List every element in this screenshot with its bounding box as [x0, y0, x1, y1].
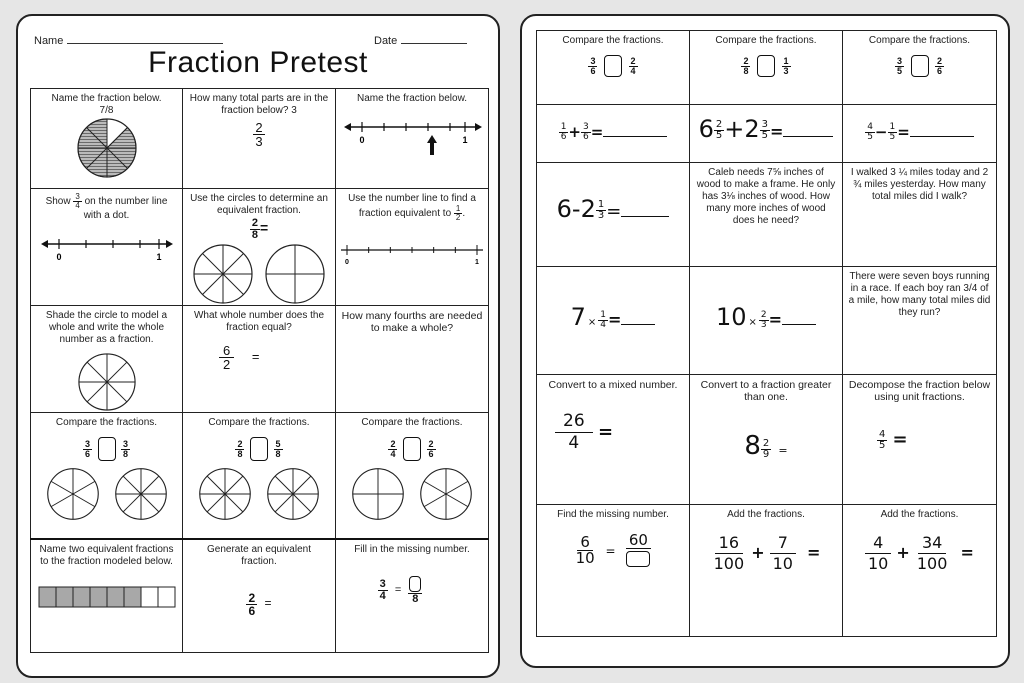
mixed-addition-cell[interactable] [690, 105, 843, 163]
question-cell-15[interactable] [336, 539, 489, 653]
question-prompt: What whole number does the fraction equal? [193, 310, 325, 333]
question-prompt: Compare the fractions. [562, 35, 664, 46]
word-problem-cell[interactable] [690, 163, 843, 267]
question-cell-8[interactable] [183, 306, 336, 413]
pretest-grid [30, 88, 489, 653]
shaded-circle-model [76, 117, 138, 179]
question-prompt: Name the fraction below. [51, 93, 162, 104]
compare-cell-2[interactable] [690, 31, 843, 105]
addition-equation: $\frac{16}{100}$ + $\frac{7}{10}$ = [713, 533, 821, 573]
addition-cell[interactable] [537, 105, 690, 163]
question-cell-9[interactable] [336, 306, 489, 413]
multiplication-cell[interactable] [537, 267, 690, 375]
question-prompt: How many total parts are in the fraction below? 3 [189, 93, 329, 116]
answer-blank[interactable] [783, 136, 833, 137]
missing-numerator-box[interactable] [409, 576, 421, 592]
equation: 10 × $\frac{2}{3}$ = [690, 303, 842, 331]
svg-text:1: 1 [155, 252, 162, 262]
convert-mixed-cell[interactable] [537, 375, 690, 505]
question-prompt: Use the circles to determine an equivalent fraction. [190, 193, 328, 216]
comparison-answer-box[interactable] [250, 437, 268, 461]
fraction-two-thirds: $\frac{2}{3}$ [255, 120, 263, 149]
answer-blank[interactable] [621, 216, 669, 217]
circle-fourths [351, 467, 405, 521]
compare-fractions: $\frac{2}{8}$ $\frac{1}{3}$ [743, 55, 789, 76]
answer-blank[interactable] [782, 324, 816, 325]
question-prompt: Name the fraction below. [356, 93, 468, 104]
addition-equation: $\frac{4}{10}$ + $\frac{34}{100}$ = [843, 535, 996, 572]
equation: 6 $\frac{2}{5}$ +2 $\frac{3}{5}$ = [690, 115, 842, 143]
question-cell-11[interactable] [183, 413, 336, 539]
decompose-cell[interactable] [843, 375, 997, 505]
question-cell-2[interactable] [183, 89, 336, 189]
compare-fractions: $\frac{3}{6}$ $\frac{2}{4}$ [590, 55, 636, 76]
question-prompt: Fill in the missing number. [354, 543, 470, 555]
date-label: Date [374, 35, 398, 47]
worksheet-page-2 [520, 14, 1010, 668]
answer-blank[interactable] [910, 136, 974, 137]
question-cell-4[interactable] [31, 189, 183, 306]
equation: $\frac{1}{6}$ + $\frac{3}{6}$ = [537, 123, 689, 142]
circle-fourths [264, 243, 326, 305]
question-cell-6[interactable] [336, 189, 489, 306]
word-problem: I walked 3 ¼ miles today and 2 ¾ miles yesterday. How many total miles did I walk? [850, 167, 989, 202]
number-line-sixths[interactable] [337, 236, 487, 276]
question-cell-10[interactable] [31, 413, 183, 539]
circle-eighths [192, 243, 254, 305]
tape-segment [158, 587, 175, 607]
question-prompt: Find the missing number. [557, 509, 669, 520]
question-cell-12[interactable] [336, 413, 489, 539]
tape-segment [107, 587, 124, 607]
svg-text:0: 0 [358, 135, 365, 145]
question-cell-5[interactable] [183, 189, 336, 306]
compare-fractions: $\frac{3}{6}$ $\frac{3}{8}$ [31, 437, 182, 461]
question-prompt: How many fourths are needed to make a whole? [341, 310, 483, 334]
fraction-twenty-six-fourths: $\frac{26}{4}$ = [537, 413, 689, 452]
subtraction-cell[interactable] [843, 105, 997, 163]
missing-denominator-box[interactable] [626, 551, 650, 567]
equation: 6-2 $\frac{1}{3}$ = [537, 195, 689, 223]
answer-text: 7/8 [99, 105, 114, 116]
equivalent-fraction-equation: $\frac{6}{10}$ = 60 [537, 533, 689, 567]
question-cell-14[interactable] [183, 539, 336, 653]
circle-eighths [114, 467, 168, 521]
number-line[interactable] [37, 230, 177, 270]
svg-text:1: 1 [475, 259, 479, 266]
fraction-six-halves: $\frac{6}{2}$ = [183, 344, 335, 371]
question-prompt: Decompose the fraction below using unit fractions. [848, 379, 991, 403]
equation: 7 × $\frac{1}{4}$ = [537, 303, 689, 331]
number-line-with-arrow [340, 109, 485, 169]
fraction-four-fifths: $\frac{4}{5}$ = [879, 429, 908, 451]
answer-blank[interactable] [603, 136, 667, 137]
circle-eighths [266, 467, 320, 521]
multiplication-cell[interactable] [690, 267, 843, 375]
comparison-answer-box[interactable] [757, 55, 775, 77]
mixed-number: 8 $\frac{2}{9}$ = [744, 431, 788, 461]
comparison-answer-box[interactable] [604, 55, 622, 77]
tape-segment [90, 587, 107, 607]
circle-eighths [198, 467, 252, 521]
question-prompt: Add the fractions. [727, 509, 805, 520]
comparison-answer-box[interactable] [911, 55, 929, 77]
compare-cell-1[interactable] [537, 31, 690, 105]
comparison-answer-box[interactable] [403, 437, 421, 461]
circle-eighths[interactable] [77, 352, 137, 412]
name-label: Name [34, 35, 64, 47]
arrow-icon [427, 135, 437, 155]
question-prompt: Compare the fractions. [715, 35, 817, 46]
tape-segment [73, 587, 90, 607]
question-cell-7[interactable] [31, 306, 183, 413]
add-fractions-cell[interactable] [843, 505, 997, 637]
compare-fractions: $\frac{2}{8}$ $\frac{5}{8}$ [183, 437, 335, 461]
tape-diagram [38, 586, 176, 608]
tape-segment [124, 587, 141, 607]
mixed-subtraction-cell[interactable] [537, 163, 690, 267]
word-problem: There were seven boys running in a race. If each boy ran 3/4 of a mile, how many total miles did they run? [848, 271, 991, 318]
question-prompt: Shade the circle to model a whole and write the whole number as a fraction. [45, 310, 168, 345]
question-prompt: Add the fractions. [880, 509, 959, 520]
word-problem-cell[interactable] [843, 163, 997, 267]
question-prompt: Name two equivalent fractions to the fraction modeled below. [39, 543, 174, 567]
circle-sixths [419, 467, 473, 521]
compare-fractions: $\frac{2}{4}$ $\frac{2}{6}$ [336, 437, 488, 461]
question-prompt: Convert to a mixed number. [548, 379, 678, 391]
missing-number-equation: $\frac{3}{4}$ = 8 [336, 576, 464, 605]
question-prompt: Show $\frac{3}{4}$ on the number line with a dot. [45, 192, 168, 221]
fraction-two-eighths: $\frac{2}{8}$ = [251, 217, 269, 241]
word-problem: Caleb needs 7⅝ inches of wood to make a frame. He only has 3⅛ inches of wood. How many more inches of wood does he need? [696, 167, 836, 226]
tape-segment [141, 587, 158, 607]
convert-improper-cell[interactable] [690, 375, 843, 505]
compare-cell-3[interactable] [843, 31, 997, 105]
question-prompt: Generate an equivalent fraction. [207, 543, 311, 567]
page-title: Fraction Pretest [148, 46, 368, 79]
comparison-answer-box[interactable] [98, 437, 116, 461]
worksheet-page-1 [16, 14, 500, 678]
question-prompt: Compare the fractions. [208, 417, 310, 428]
add-fractions-cell[interactable] [690, 505, 843, 637]
question-prompt: Compare the fractions. [55, 417, 158, 428]
circle-sixths [46, 467, 100, 521]
svg-text:0: 0 [55, 252, 62, 262]
question-prompt: Compare the fractions. [868, 35, 971, 46]
missing-number-cell[interactable] [537, 505, 690, 637]
word-problem-cell[interactable] [843, 267, 997, 375]
compare-fractions: $\frac{3}{5}$ $\frac{2}{6}$ [896, 55, 943, 76]
tape-segment [39, 587, 56, 607]
tape-segment [56, 587, 73, 607]
question-prompt: Convert to a fraction greater than one. [700, 379, 832, 403]
equation: $\frac{4}{5}$ − $\frac{1}{5}$ = [843, 123, 996, 142]
fraction-two-sixths: $\frac{2}{6}$ = [248, 590, 272, 618]
answer-blank[interactable] [621, 324, 655, 325]
svg-text:0: 0 [345, 259, 349, 266]
question-cell-13[interactable] [31, 539, 183, 653]
question-cell-1[interactable] [31, 89, 183, 189]
pretest-grid-2 [536, 30, 997, 637]
svg-text:1: 1 [461, 135, 468, 145]
question-prompt: Compare the fractions. [361, 417, 463, 428]
question-cell-3[interactable] [336, 89, 489, 189]
question-prompt: Use the number line to find a fraction equivalent to $\frac{1}{2}$ . [348, 193, 476, 222]
